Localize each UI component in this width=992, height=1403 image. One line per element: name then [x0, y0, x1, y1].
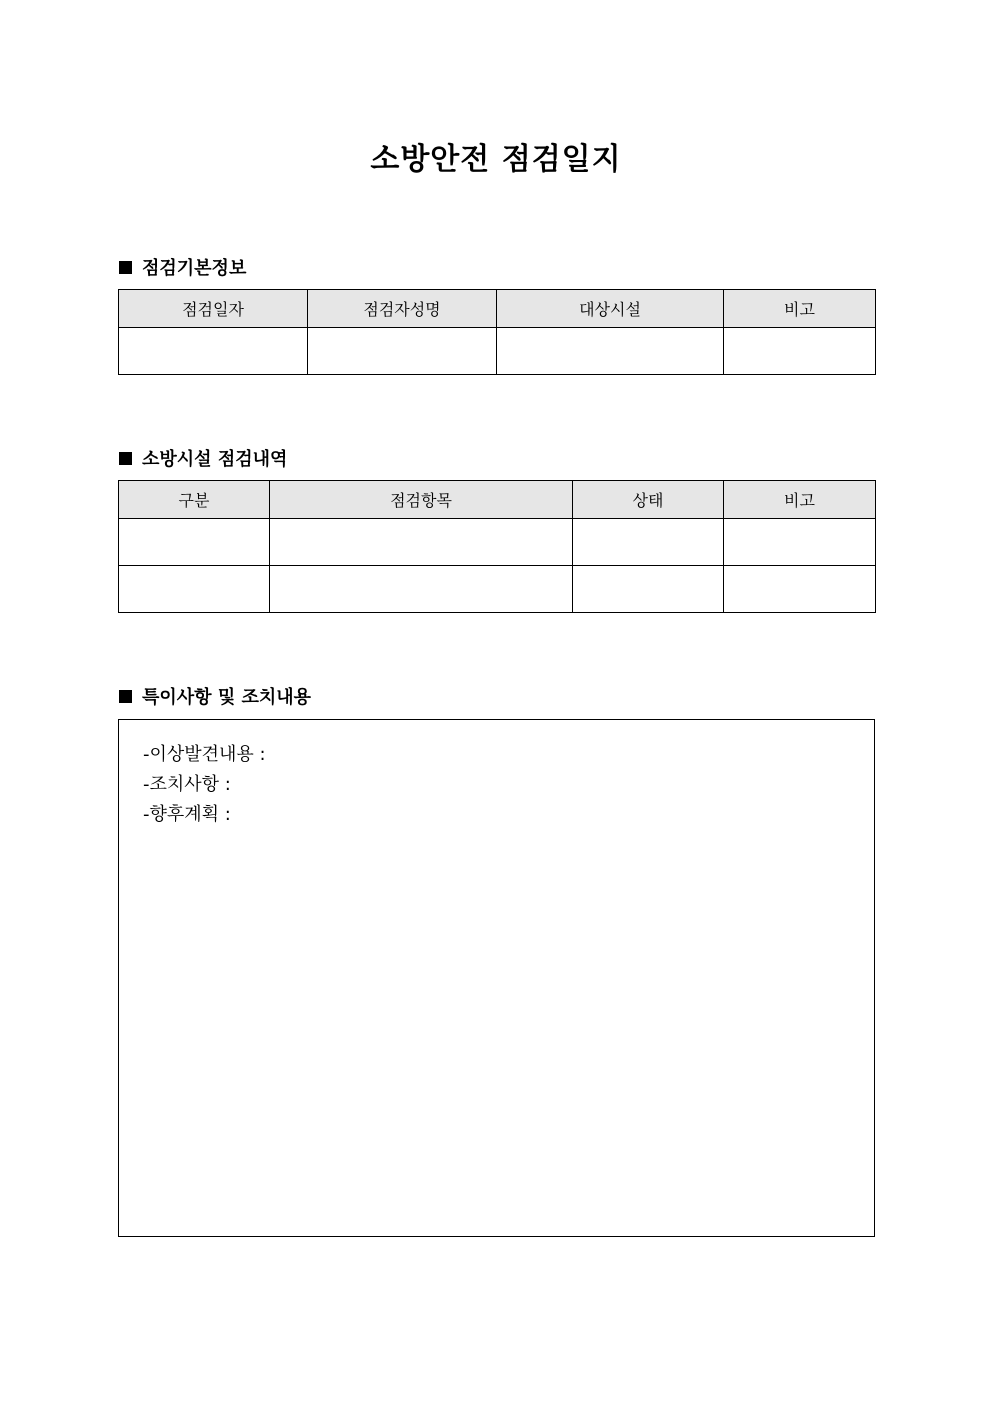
- section-heading-notes: [119, 683, 311, 709]
- column-header: 점검자성명: [308, 290, 497, 328]
- table-cell-check-item[interactable]: [270, 519, 573, 566]
- table-row: [119, 566, 876, 613]
- column-header: 상태: [573, 481, 724, 519]
- facility-check-table: [118, 480, 876, 613]
- table-cell-remarks[interactable]: [724, 519, 876, 566]
- notes-line-actions: -조치사항 :: [143, 774, 231, 795]
- column-header: 구분: [119, 481, 270, 519]
- column-header: 비고: [724, 481, 876, 519]
- column-header: 대상시설: [497, 290, 724, 328]
- section-heading-label: 점검기본정보: [142, 258, 247, 279]
- table-row: [119, 519, 876, 566]
- notes-line-plans: -향후계획 :: [143, 804, 231, 825]
- table-header-row: [119, 290, 876, 328]
- section-heading-basic-info: [119, 254, 246, 280]
- section-heading-label: 소방시설 점검내역: [142, 449, 288, 470]
- square-bullet-icon: [119, 261, 132, 274]
- table-cell-inspector-name[interactable]: [308, 328, 497, 375]
- table-cell-remarks[interactable]: [724, 328, 876, 375]
- notes-box[interactable]: [118, 719, 875, 1237]
- notes-line-findings: -이상발견내용 :: [143, 744, 266, 765]
- table-cell-category[interactable]: [119, 519, 270, 566]
- table-cell-category[interactable]: [119, 566, 270, 613]
- column-header: 비고: [724, 290, 876, 328]
- table-cell-status[interactable]: [573, 566, 724, 613]
- section-heading-label: 특이사항 및 조치내용: [142, 687, 312, 708]
- column-header: 점검일자: [119, 290, 308, 328]
- square-bullet-icon: [119, 452, 132, 465]
- table-cell-check-item[interactable]: [270, 566, 573, 613]
- table-header-row: [119, 481, 876, 519]
- basic-info-table: [118, 289, 876, 375]
- table-cell-status[interactable]: [573, 519, 724, 566]
- square-bullet-icon: [119, 690, 132, 703]
- table-cell-remarks[interactable]: [724, 566, 876, 613]
- table-cell-target-facility[interactable]: [497, 328, 724, 375]
- document-title: 소방안전 점검일지: [370, 142, 622, 177]
- section-heading-facility-check: [119, 445, 287, 471]
- column-header: 점검항목: [270, 481, 573, 519]
- table-row: [119, 328, 876, 375]
- table-cell-inspection-date[interactable]: [119, 328, 308, 375]
